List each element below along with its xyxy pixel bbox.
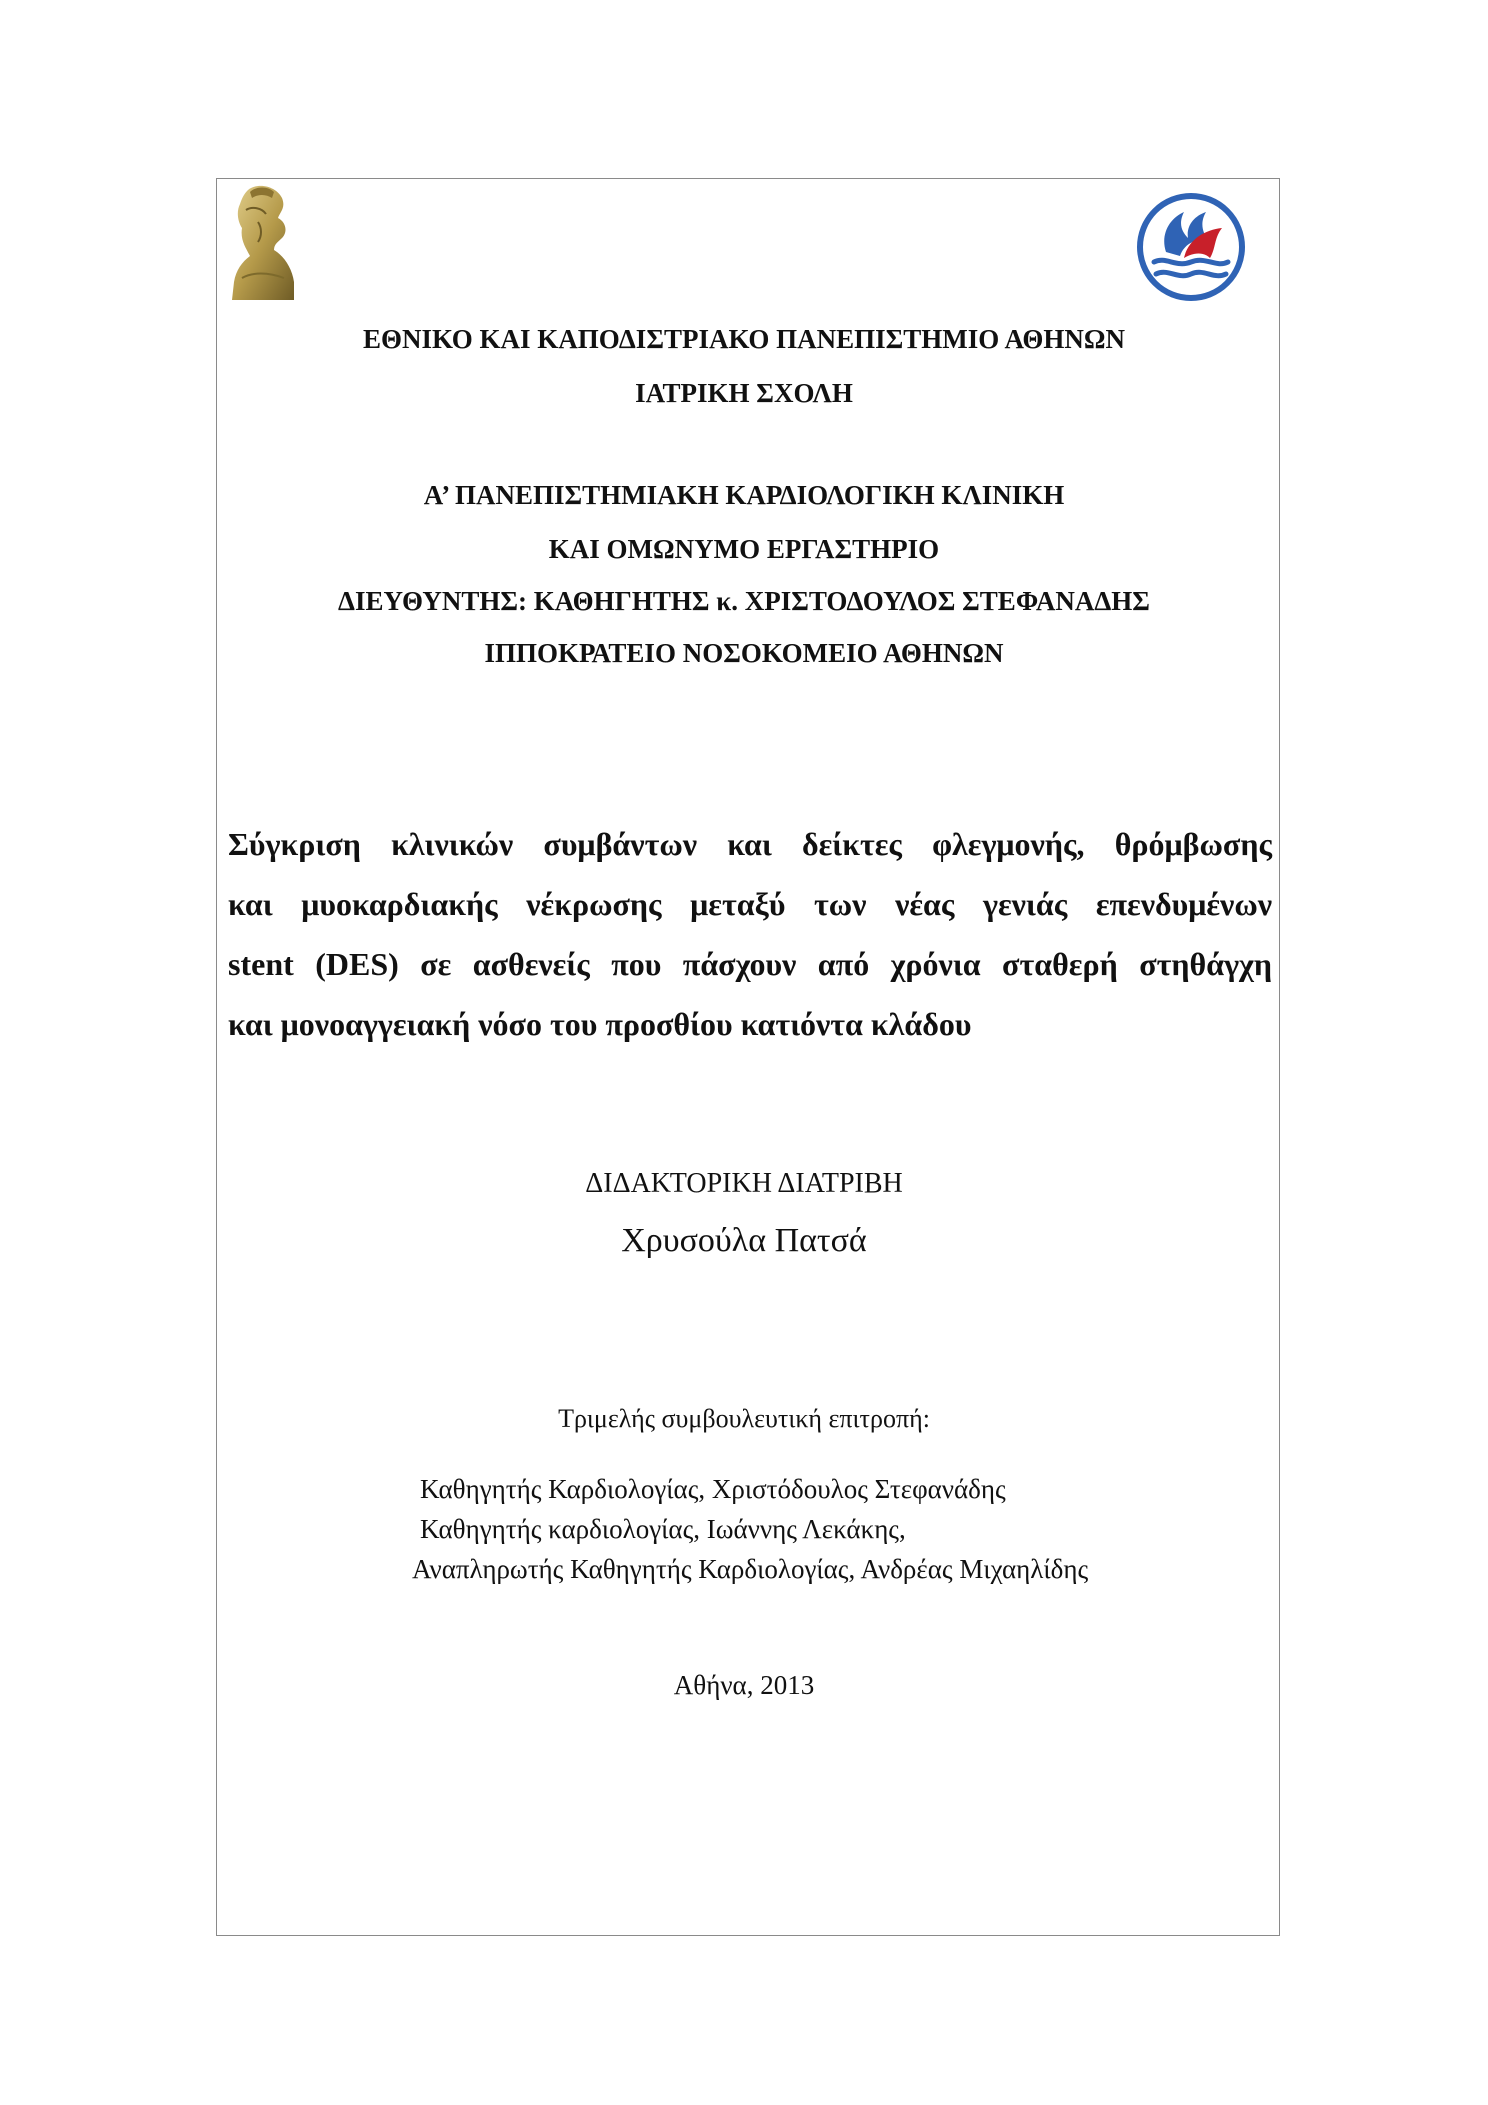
place-date: Αθήνα, 2013 <box>673 1670 815 1700</box>
university-name: ΕΘΝΙΚΟ ΚΑΙ ΚΑΠΟΔΙΣΤΡΙΑΚΟ ΠΑΝΕΠΙΣΤΗΜΙΟ ΑΘΗΝΩΝ <box>362 324 1126 354</box>
director-line: ΔΙΕΥΘΥΝΤΗΣ: ΚΑΘΗΓΗΤΗΣ κ. ΧΡΙΣΤΟΔΟΥΛΟΣ ΣΤΕΦΑΝΑΔΗΣ <box>338 586 1150 616</box>
committee-member-3: Αναπληρωτής Καθηγητής Καρδιολογίας, Ανδρέας Μιχαηλίδης <box>412 1554 1089 1584</box>
hospital-name: ΙΠΠΟΚΡΑΤΕΙΟ ΝΟΣΟΚΟΜΕΙΟ ΑΘΗΝΩΝ <box>484 638 1004 668</box>
hospital-flame-wave-logo-icon <box>1136 192 1246 302</box>
clinic-name: Α’ ΠΑΝΕΠΙΣΤΗΜΙΑΚΗ ΚΑΡΔΙΟΛΟΓΙΚΗ ΚΛΙΝΙΚΗ <box>423 480 1065 510</box>
school-name: ΙΑΤΡΙΚΗ ΣΧΟΛΗ <box>635 378 853 408</box>
author-name: Χρυσούλα Πατσά <box>621 1222 867 1259</box>
lab-name: ΚΑΙ ΟΜΩΝΥΜΟ ΕΡΓΑΣΤΗΡΙΟ <box>548 534 940 564</box>
committee-member-1: Καθηγητής Καρδιολογίας, Χριστόδουλος Στεφανάδης <box>420 1474 1006 1504</box>
document-type: ΔΙΔΑΚΤΟΡΙΚΗ ΔΙΑΤΡΙΒΗ <box>585 1168 903 1199</box>
committee-heading: Τριμελής συμβουλευτική επιτροπή: <box>558 1404 930 1433</box>
committee-member-2: Καθηγητής καρδιολογίας, Ιωάννης Λεκάκης, <box>420 1514 906 1544</box>
athena-bust-logo-icon <box>228 182 296 302</box>
